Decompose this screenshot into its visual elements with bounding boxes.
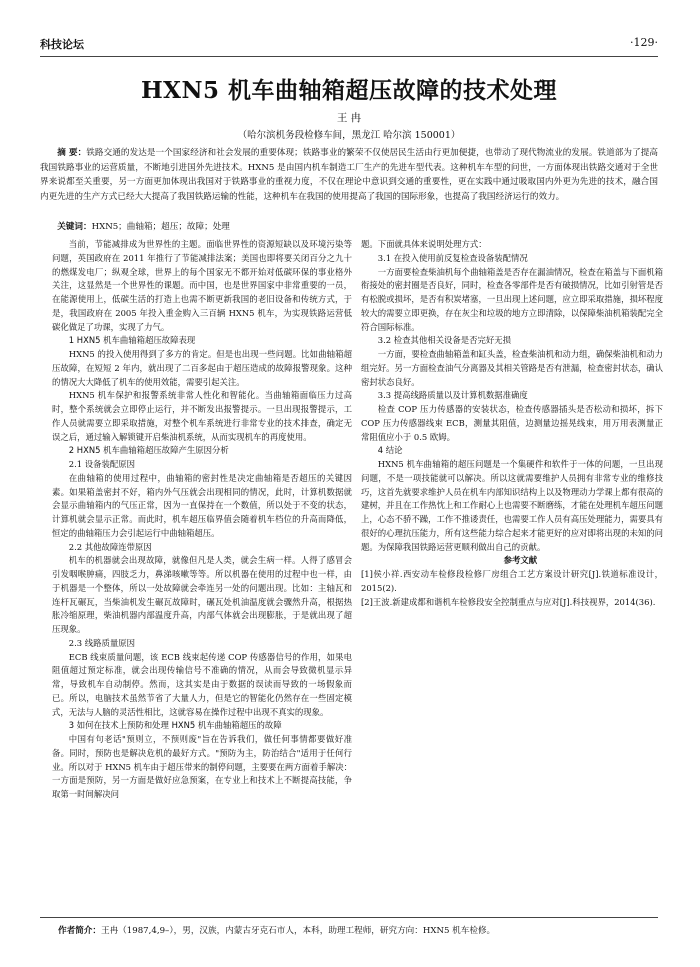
paragraph: 中国有句老话"预则立，不预则废"旨在告诉我们，做任何事情都要做好准备。同时，预防也是解决危机的最好方式。"预防为主，防治结合"适用于任何行业。所以对于 HXN5 机车由于超压带来的制停问题，主要要在两方面着手解决：一方面是预防，另一方面是做好应急预案，在专业上和技术上不断提高技能，争取第一时间解决问 [52, 734, 352, 799]
paragraph: HXN5 的投入使用得到了多方的肯定。但是也出现一些问题。比如曲轴箱超压故障，在短短 2 年内，就出现了二百多起由于超压造成的故障报警现象。这种的情况大大降低了机车的使用效能，需要引起关注。 [52, 349, 352, 387]
author-bio [58, 924, 658, 936]
abstract [40, 146, 658, 204]
subsection-heading: 2.1 设备装配原因 [68, 459, 136, 469]
keywords-label: 关键词： [57, 222, 92, 232]
paragraph: 在曲轴箱的使用过程中，曲轴箱的密封性是决定曲轴箱是否超压的关键因素。如果箱盖密封不好，箱内外气压就会出现相同的情况，此时，计算机数据就会显示曲轴箱内的气压正常，因为一直保持在一个数值，所以处于不变的状态，计算机就会显示正常。而此时，机车超压临界值会随着机车档位的升高而降低，恒定的曲轴箱压力会引起运行中曲轴箱超压。 [52, 472, 352, 538]
paragraph: HXN5 机车保护和报警系统非常人性化和智能化。当曲轴箱面临压力过高时，整个系统就会立即停止运行，并不断发出报警提示。一旦出现报警提示，工作人员就需要立即采取措施，对整个机车系统进行非常专业的技术排查，确定无误之后，通过输入解锁键开启柴油机系统，从而实现机车的再度使用。 [52, 390, 352, 442]
keywords [40, 220, 658, 232]
section-heading: 3 如何在技术上预防和处理 HXN5 机车曲轴箱超压的故障 [68, 720, 282, 731]
left-column [52, 238, 352, 802]
keywords-text: HXN5；曲轴箱；超压；故障；处理 [91, 222, 230, 232]
journal-section: 科技论坛 [40, 38, 84, 51]
reference-item: [1]侯小祥.西安动车检修段检修厂房组合工艺方案设计研究[J].铁道标准设计，2015(2). [361, 569, 663, 593]
section-heading: 2 HXN5 机车曲轴箱超压故障产生原因分析 [68, 445, 229, 456]
paragraph: 检查 COP 压力传感器的安装状态，检查传感器插头是否松动和损坏，拆下 COP 压力传感器线束 ECB，测量其阻值，边测量边摇晃线束，用万用表测量正常阻值应小于 0.5 欧姆。 [361, 404, 663, 442]
running-header [40, 36, 658, 54]
paragraph: ECB 线束质量问题，该 ECB 线束起传递 COP 传感器信号的作用，如果电阻值超过预定标准，就会出现传输信号不准确的情况，从而会导致微机显示异常，导致机车自动制停。然而，这其实是由于数据的误读而导致的一场假象而已。所以，电脑技术虽然节省了大量人力，但是它的智能化仍然存在一些固定模式，无法与人脑的灵活性相比，这就容易在操作过程中出现不真实的现象。 [52, 651, 352, 717]
subsection-heading: 3.2 检查其他相关设备是否完好无损 [377, 335, 512, 346]
right-column [361, 238, 663, 609]
paragraph: HXN5 机车曲轴箱的超压问题是一个集硬件和软件于一体的问题，一旦出现问题，不是一项技能就可以解决。所以这就需要维护人员拥有非常专业的维修技巧，这首先就要求维护人员在机车内部知识结构上以及物理动力学课上都有很高的建树，并且在工作热忱上和工作耐心上也需要不断磨练，才能在处理机车超压问题上，心态不骄不躁，工作不推诿责任，也需要工作人员有高压处理能力，需要具有很好的心理抗压能力，所有这些能力综合起来才能更好的应对即将出现的未知的问题。为保障我国铁路运营更顺利做出自己的贡献。 [361, 459, 663, 552]
author-name: 王 冉 [336, 112, 362, 124]
page-number: ·129· [630, 36, 658, 49]
author-affiliation: （哈尔滨机务段检修车间，黑龙江 哈尔滨 150001） [237, 130, 461, 141]
footer-rule [40, 917, 658, 918]
subsection-heading: 3.1 在投入使用前反复检查设备装配情况 [377, 252, 528, 263]
header-rule [40, 56, 658, 57]
paragraph: 一方面要检查柴油机每个曲轴箱盖是否存在漏油情况，检查在箱盖与下面机箱衔接处的密封圈是否良好，同时，检查各零部件是否有破损情况，比如引射管是否有松脱或损坏，是否有积炭堵塞，一旦出现上述问题，应立即采取措施，损坏程度较大的需要立即更换，存在灰尘和垃圾的地方立即清除，以保障柴油机箱装配完全符合国际标准。 [361, 266, 663, 332]
paragraph: 当前，节能减排成为世界性的主题。面临世界性的资源短缺以及环境污染等问题，英国政府在 2011 年推行了节能减排法案；美国也即将要关闭百分之九十的燃煤发电厂；纵观全球，世界上的每个国家无不都开始对低碳环保的事业格外关注，这显然是一个世界性的课题。而中国，也是世界国家中非常重要的一员，在能源使用上，低碳生活的打造上也需不断更新我国的老旧设备和传统方式，于是，我国政府在 2005 年投入重金购入三百辆 HXN5 机车，为实现铁路运营低碳化做足了功课，实现了力气。 [52, 239, 352, 332]
paper-title: HXN5 机车曲轴箱超压故障的技术处理 [140, 77, 558, 104]
subsection-heading: 2.2 其他故障连带原因 [68, 541, 152, 552]
paragraph: 题。下面就具体来说明处理方式： [361, 239, 487, 249]
paragraph: 机车的机器就会出现故障，就像但凡是人类，就会生病一样。人得了感冒会引发咽喉肿痛，四肢乏力，鼻涕咳嗽等等。所以机器在使用的过程中也一样，由于机器是一个整体，所以一处故障就会牵连另一处的问题出现。比如：主轴瓦和连杆瓦碾瓦，当柴油机发生碾瓦故障时，碾瓦处机油温度就会骤然升高，根据热胀冷缩原理，柴油机器内部温度升高，内部气体就会出现膨胀，于是就出现了超压现象。 [52, 555, 352, 634]
author-bio-text: 王冉（1987,4,9–），男，汉族，内蒙古牙克石市人，本科，助理工程师，研究方向：HXN5 机车检修。 [100, 926, 496, 936]
abstract-label: 摘 要： [57, 148, 87, 158]
paragraph: 一方面，要检查曲轴箱盖和缸头盖，检查柴油机和动力组，确保柴油机和动力组完好。另一方面检查油气分离器及其相关管路是否有泄漏，检查密封状态，确认密封状态良好。 [361, 349, 663, 387]
abstract-text: 铁路交通的发达是一个国家经济和社会发展的重要体现；铁路事业的繁荣不仅使居民生活由行更加便捷，也带动了现代物流业的发展。铁道部为了提高我国铁路事业的运营质量，不断地引进国外先进技术。HXN5 是由国内机车制造工厂生产的先进车型代表。这种机车车型的问世，一方面体现出铁路交通对于全世界来说都至关重要，另一方面更加体现出我国对于铁路事业的重视力度，不仅在理论中意识到交通的重要性，更在实践中通过吸取国内外更为先进的技术，融合国内更先进的生产方式已经大大提高了我国铁路运输的性能，这种机车在我国的使用提高了我国的国际形象，也提高了我国经济运行的效力。 [40, 148, 658, 202]
reference-item: [2]王波.新建成都和谐机车检修段安全控制重点与应对[J].科技视界，2014(36). [361, 596, 656, 607]
subsection-heading: 2.3 线路质量原因 [68, 637, 136, 648]
author-bio-label: 作者简介： [58, 926, 101, 936]
subsection-heading: 3.3 提高线路质量以及计算机数据准确度 [377, 390, 528, 401]
references-heading: 参考文献 [503, 555, 538, 566]
section-heading: 4 结论 [377, 445, 403, 456]
section-heading: 1 HXN5 机车曲轴箱超压故障表现 [68, 335, 196, 346]
